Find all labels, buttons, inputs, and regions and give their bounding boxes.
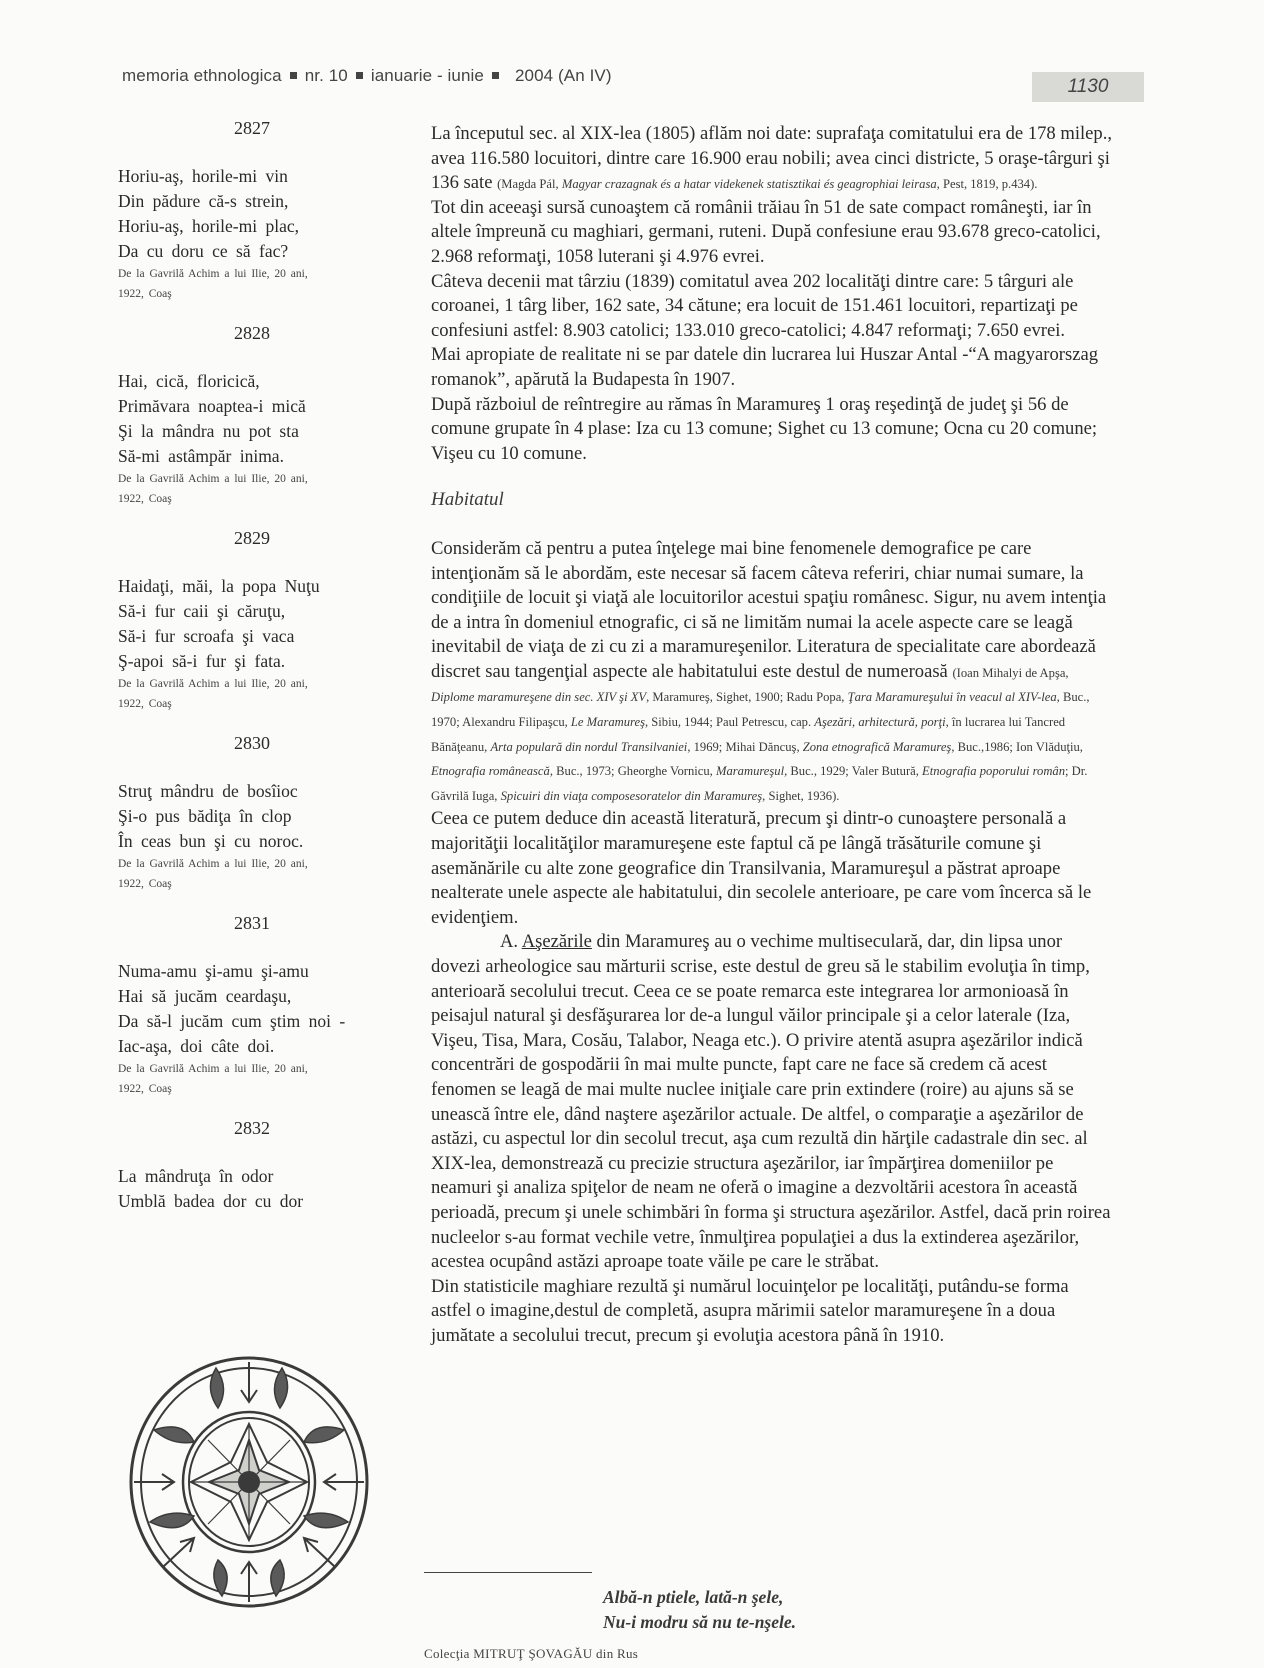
poem-entry xyxy=(118,1118,386,1214)
journal-title: memoria ethnologica xyxy=(122,66,282,85)
poem-entry xyxy=(118,913,386,1099)
poem-source: 1922, Coaş xyxy=(118,698,172,710)
collection-credit: Colecţia MITRUŢ ŞOVAGĂU din Rus xyxy=(424,1646,639,1661)
poem-line: Struţ mândru de bosîioc xyxy=(118,781,298,801)
poem-line: Numa-amu şi-amu şi-amu xyxy=(118,961,309,981)
poem-source: 1922, Coaş xyxy=(118,493,172,505)
paragraph-1839-data: Câteva decenii mat târziu (1839) comitatul avea 202 localităţi dintre care: 5 târguri ale coroanei, 1 târg liber, 162 sate, 34 cătune; era locuit de 151.461 locuitori, repartizaţi pe confesiuni astfel: 8.903 catolici; 133.010 greco-catolici; 4.847 reformaţi; 7.650 evrei. xyxy=(431,270,1078,341)
poem-source: De la Gavrilă Achim a lui Ilie, 20 ani, xyxy=(118,473,308,485)
poem-source: De la Gavrilă Achim a lui Ilie, 20 ani, xyxy=(118,268,308,280)
section-heading: Habitatul xyxy=(431,489,504,511)
poem-line: Şi la mândra nu pot sta xyxy=(118,421,299,441)
poem-number: 2832 xyxy=(234,1118,270,1138)
bullet-square-icon xyxy=(492,72,499,79)
poem-line: În ceas bun şi cu noroc. xyxy=(118,831,304,851)
poem-line: Primăvara noaptea-i mică xyxy=(118,396,306,416)
poem-number: 2828 xyxy=(234,323,270,343)
poem-source: 1922, Coaş xyxy=(118,1083,172,1095)
poem-entry xyxy=(118,528,386,714)
article-body xyxy=(431,122,1113,1349)
term-asezarile: Aşezările xyxy=(521,931,592,953)
epigraph-line: Albă-n ptiele, lată-n şele, xyxy=(603,1587,784,1607)
epigraph-line: Nu-i modru să nu te-nşele. xyxy=(603,1612,797,1632)
poem-line: Hai să jucăm ceardaşu, xyxy=(118,986,292,1006)
poem-line: Iac-aşa, doi câte doi. xyxy=(118,1036,275,1056)
poem-line: Horiu-aş, horile-mi vin xyxy=(118,166,288,186)
poem-entry xyxy=(118,733,386,894)
poem-line: Ş-apoi să-i fur şi fata. xyxy=(118,651,286,671)
paragraph-confessions: Tot din aceeaşi sursă cunoaştem că românii trăiau în 51 de sate compact româneşti, iar în altele împreună cu maghiari, germani, ruteni. După confesiune erau 93.678 greco-catolici, 2.968 reformaţi, 1058 luterani şi 4.976 evrei. xyxy=(431,196,1101,267)
bullet-square-icon xyxy=(356,72,363,79)
poem-source: 1922, Coaş xyxy=(118,288,172,300)
poem-line: Da cu doru ce să fac? xyxy=(118,241,289,261)
poem-line: Să-i fur scroafa şi vaca xyxy=(118,626,295,646)
bullet-square-icon xyxy=(290,72,297,79)
poem-number: 2829 xyxy=(234,528,270,548)
poem-line: Să-mi astâmpăr inima. xyxy=(118,446,284,466)
poem-entry xyxy=(118,118,386,304)
paragraph-1805-data: La începutul sec. al XIX-lea (1805) aflăm noi date: suprafaţa comitatului era de 178 milep., avea 116.580 locuitori, dintre care 16.900 erau nobili; avea cinci districte, 5 oraşe-târguri şi 136 sate (Magda Pál, Magyar crazagnak és a hatar videkenek statisztikai és geagrophiai leirasa, Pest, 1819, p.434). xyxy=(431,123,1112,194)
poem-entry xyxy=(118,323,386,509)
poem-line: Umblă badea dor cu dor xyxy=(118,1191,304,1211)
poem-source: 1922, Coaş xyxy=(118,878,172,890)
poem-line: Hai, cică, floricică, xyxy=(118,371,260,391)
decorated-plate-illustration xyxy=(124,1352,374,1612)
poem-line: Da să-l jucăm cum ştim noi - xyxy=(118,1011,346,1031)
poem-line: Să-i fur caii şi căruţu, xyxy=(118,601,286,621)
footnote-divider xyxy=(424,1572,592,1573)
issue-year: 2004 (An IV) xyxy=(514,66,612,85)
issue-period: ianuarie - iunie xyxy=(370,66,484,85)
poems-column xyxy=(118,118,386,1233)
issue-number: nr. 10 xyxy=(304,66,348,85)
poem-number: 2830 xyxy=(234,733,270,753)
poem-source: De la Gavrilă Achim a lui Ilie, 20 ani, xyxy=(118,858,308,870)
poem-number: 2827 xyxy=(234,118,270,138)
poem-line: Din pădure că-s strein, xyxy=(118,191,289,211)
paragraph-statistics: Din statisticile maghiare rezultă şi numărul locuinţelor pe localităţi, putându-se forma astfel o imagine,destul de completă, asupra mărimii satelor maramureşene în a doua jumătate a secolului trecut, precum şi evoluţia acestora până în 1910. xyxy=(431,1275,1069,1346)
paragraph-deductions: Ceea ce putem deduce din această literatură, precum şi dintr-o cunoaştere personală a majorităţii localităţilor maramureşene este faptul că pe lângă trăsăturile comune şi asemănările cu alte zone geografice din Transilvania, Maramureşul a păstrat aproape nealterate unele aspecte ale habitatului, din secolele anterioare, pe care vom încerca să le evidenţiem. xyxy=(431,808,1092,928)
poem-source: De la Gavrilă Achim a lui Ilie, 20 ani, xyxy=(118,1063,308,1075)
page-number: 1130 xyxy=(1032,72,1144,102)
paragraph-literature: Considerăm că pentru a putea înţelege mai bine fenomenele demografice pe care intenţionăm să le abordăm, este necesar să facem câteva referiri, chiar numai sumare, la condiţiile de locuit şi viaţă ale locuitorilor acestui spaţiu românesc. Sigur, nu avem intenţia de a intra în domeniul etnografic, ci să ne limităm numai la acele aspecte care se leagă inevitabil de viaţa de zi cu zi a maramureşenilor. Literatura de specialitate care abordează discret sau tangenţial aspecte ale habitatului este destul de numeroasă (Ioan Mihalyi de Apşa, Diplome maramureşene din sec. XIV şi XV, Maramureş, Sighet, 1900; Radu Popa, Ţara Maramureşului în veacul al XIV-lea, Buc., 1970; Alexandru Filipaşcu, Le Maramureş, Sibiu, 1944; Paul Petrescu, cap. Aşezări, arhitectură, porţi, în lucrarea lui Tancred Bănăţeanu, Arta populară din nordul Transilvaniei, 1969; Mihai Dăncuş, Zona etnografică Maramureş, Buc.,1986; Ion Vlăduţiu, Etnografia românească, Buc., 1973; Gheorghe Vornicu, Maramureşul, Buc., 1929; Valer Butură, Etnografia poporului român; Dr. Găvrilă Iuga, Spicuiri din viaţa composesoratelor din Maramureş, Sighet, 1936). xyxy=(431,537,1107,803)
poem-line: Haidaţi, măi, la popa Nuţu xyxy=(118,576,320,596)
poem-line: Horiu-aş, horile-mi plac, xyxy=(118,216,300,236)
running-header xyxy=(122,66,612,86)
bibliography-citation: (Ioan Mihalyi de Apşa, Diplome maramureşene din sec. XIV şi XV, Maramureş, Sighet, 1900; Radu Popa, Ţara Maramureşului în veacul al XIV-lea, Buc., 1970; Alexandru Filipaşcu, Le Maramureş, Sibiu, 1944; Paul Petrescu, cap. Aşezări, arhitectură, porţi, în lucrarea lui Tancred Bănăţeanu, Arta populară din nordul Transilvaniei, 1969; Mihai Dăncuş, Zona etnografică Maramureş, Buc.,1986; Ion Vlăduţiu, Etnografia românească, Buc., 1973; Gheorghe Vornicu, Maramureşul, Buc., 1929; Valer Butură, Etnografia poporului român; Dr. Găvrilă Iuga, Spicuiri din viaţa composesoratelor din Maramureş, Sighet, 1936). xyxy=(431,665,1090,803)
poem-line: Şi-o pus bădiţa în clop xyxy=(118,806,292,826)
paragraph-settlements: A. Aşezările din Maramureş au o vechime multiseculară, dar, din lipsa unor dovezi arheologice sau mărturii scrise, este destul de greu să le stabilim evoluţia în timp, anterioară secolului trecut. Ceea ce se poate remarca este integrarea lor armonioasă în peisajul natural şi desfăşurarea lor de-a lungul văilor principale şi a celor laterale (Iza, Vişeu, Tisa, Mara, Cosău, Talabor, Neaga etc.). O privire atentă asupra aşezărilor indică concentrări de gospodării în mai multe puncte, fapt care ne face să credem că acest fenomen se leagă de mai multe nuclee iniţiale care prin extindere (roire) au ajuns să se unească între ele, dând naştere aşezărilor actuale. De altfel, o comparaţie a aşezărilor de astăzi, cu aspectul lor din secolul trecut, aşa cum rezultă din hărţile cadastrale din sec. al XIX-lea, demonstrează cu precizie structura aşezărilor, iar împărţirea domeniilor pe neamuri şi analiza spiţelor de neam ne oferă o imagine a dezvoltării acestora în această perioadă, precum şi unele schimbări în forma şi structura aşezărilor. Astfel, dacă prin roirea nucleelor s-au format vechile vetre, înmulţirea populaţiei a dus la extinderea aşezărilor, acestea ocupând astăzi aproape toate văile pe care le străbat. xyxy=(431,931,1111,1273)
poem-source: De la Gavrilă Achim a lui Ilie, 20 ani, xyxy=(118,678,308,690)
poem-line: La mândruţa în odor xyxy=(118,1166,274,1186)
paragraph-interwar: După războiul de reîntregire au rămas în Maramureş 1 oraş reşedinţă de judeţ şi 56 de comune grupate în 4 plase: Iza cu 13 comune; Sighet cu 13 comune; Ocna cu 20 comune; Vişeu cu 10 comune. xyxy=(431,393,1098,464)
epigraph xyxy=(603,1585,903,1635)
poem-number: 2831 xyxy=(234,913,270,933)
paragraph-huszar: Mai apropiate de realitate ni se par datele din lucrarea lui Huszar Antal -“A magyarorszag romanok”, apărută la Budapesta în 1907. xyxy=(431,344,1099,390)
